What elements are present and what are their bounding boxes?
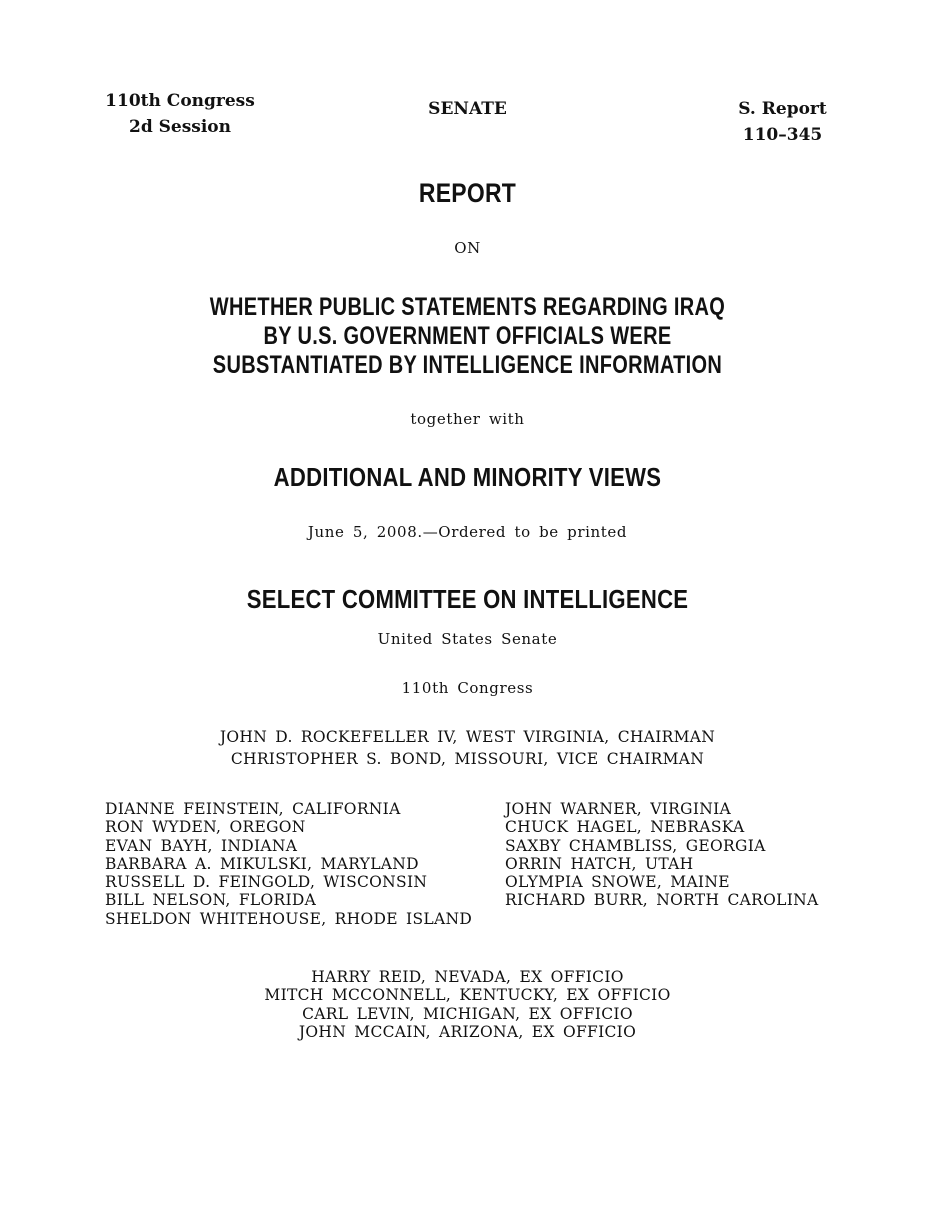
congress-label: 110th Congress: [105, 91, 255, 111]
committee-body: United States Senate: [377, 630, 558, 648]
ordered-date: June 5, 2008.—Ordered to be printed: [307, 523, 628, 541]
ex-officio-member: CARL LEVIN, MICHIGAN, EX OFFICIO: [302, 1004, 633, 1023]
ex-officio-members: [0, 968, 935, 1041]
vice-chairman: CHRISTOPHER S. BOND, MISSOURI, VICE CHAIRMAN: [230, 750, 705, 768]
member: RUSSELL D. FEINGOLD, WISCONSIN: [105, 873, 428, 892]
views-heading: ADDITIONAL AND MINORITY VIEWS: [273, 462, 662, 492]
chairman: JOHN D. ROCKEFELLER IV, WEST VIRGINIA, CHAIRMAN: [219, 728, 716, 746]
title-line: BY U.S. GOVERNMENT OFFICIALS WERE: [263, 322, 672, 350]
report-heading: REPORT: [418, 178, 517, 208]
member: BILL NELSON, FLORIDA: [105, 891, 317, 910]
ex-officio-member: MITCH MCCONNELL, KENTUCKY, EX OFFICIO: [264, 986, 671, 1005]
ex-officio-member: JOHN MCCAIN, ARIZONA, EX OFFICIO: [298, 1022, 637, 1041]
member: ORRIN HATCH, UTAH: [505, 854, 694, 873]
minority-members-column: [505, 800, 819, 910]
report-title: [94, 293, 842, 380]
committee-leadership: [0, 726, 935, 770]
committee-name: SELECT COMMITTEE ON INTELLIGENCE: [246, 584, 689, 614]
chamber-label: SENATE: [428, 99, 507, 119]
majority-members-column: [105, 800, 472, 928]
report-number: 110–345: [742, 125, 823, 145]
member: CHUCK HAGEL, NEBRASKA: [505, 818, 745, 837]
on-label: ON: [454, 239, 481, 257]
title-line: WHETHER PUBLIC STATEMENTS REGARDING IRAQ: [209, 293, 726, 321]
member: RICHARD BURR, NORTH CAROLINA: [505, 891, 819, 910]
ex-officio-member: HARRY REID, NEVADA, EX OFFICIO: [311, 968, 624, 986]
member: SAXBY CHAMBLISS, GEORGIA: [505, 836, 766, 855]
session-label: 2d Session: [128, 117, 232, 137]
member: SHELDON WHITEHOUSE, RHODE ISLAND: [105, 909, 473, 928]
title-line: SUBSTANTIATED BY INTELLIGENCE INFORMATION: [212, 351, 723, 379]
committee-congress: 110th Congress: [401, 679, 534, 697]
member: EVAN BAYH, INDIANA: [105, 836, 298, 855]
member: RON WYDEN, OREGON: [105, 818, 306, 837]
member: JOHN WARNER, VIRGINIA: [505, 800, 732, 818]
together-with-label: together with: [410, 410, 525, 428]
report-label: S. Report: [738, 99, 827, 119]
member: OLYMPIA SNOWE, MAINE: [505, 873, 730, 892]
report-number-block: [720, 96, 845, 148]
member: BARBARA A. MIKULSKI, MARYLAND: [105, 854, 419, 873]
member: DIANNE FEINSTEIN, CALIFORNIA: [105, 800, 401, 818]
